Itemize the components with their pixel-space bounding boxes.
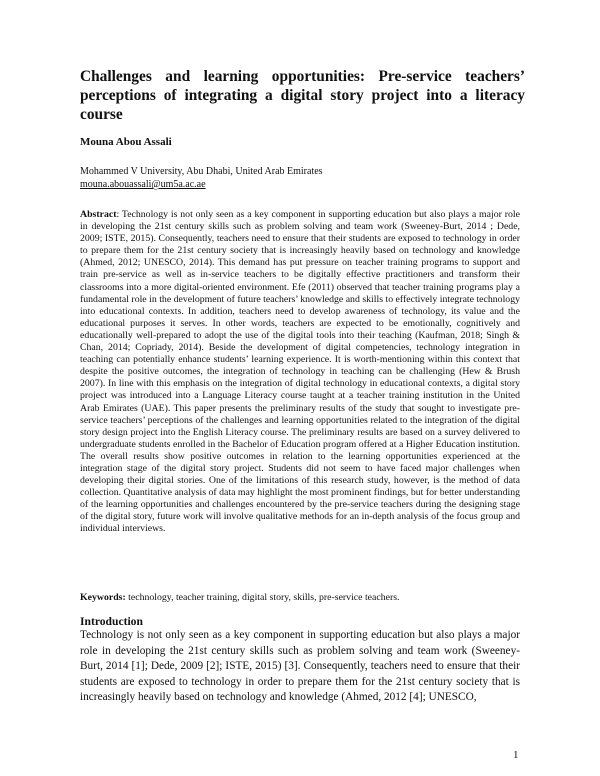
paper-title: Challenges and learning opportunities: Pre-service teachers’ perceptions of integrating a digital story project into a literacy course bbox=[80, 68, 525, 123]
page-number: 1 bbox=[513, 749, 519, 761]
introduction-text: Technology is not only seen as a key component in supporting education but also plays a major role in developing the 21st century skills such as problem solving and team work (Sweeney-Burt, 2014 [1]; Dede, 2009 [2]; ISTE, 2015) [3]. Consequently, teachers need to ensure that their students are exposed to technology in order to prepare them for the 21st century society that is increasingly heavily based on technology and knowledge (Ahmed, 2012 [4]; UNESCO, bbox=[80, 629, 520, 703]
keywords bbox=[80, 592, 520, 604]
author-affiliation-block bbox=[80, 165, 323, 191]
keywords-label: Keywords: bbox=[80, 592, 126, 603]
keywords-text: technology, teacher training, digital story, skills, pre-service teachers. bbox=[125, 592, 400, 603]
author-email-link[interactable]: mouna.abouassali@um5a.ac.ae bbox=[80, 179, 206, 190]
affiliation: Mohammed V University, Abu Dhabi, United Arab Emirates bbox=[80, 166, 323, 177]
abstract bbox=[80, 209, 520, 536]
abstract-label: Abstract bbox=[80, 209, 117, 220]
section-heading-introduction: Introduction bbox=[80, 615, 143, 628]
author-name: Mouna Abou Assali bbox=[80, 136, 172, 148]
abstract-text: : Technology is not only seen as a key component in supporting education but also plays a major role in developing the 21st century skills such as problem solving and team work (Sweeney-Burt, 2014 ; Dede, 2009; ISTE, 2015). Consequently, teachers need to ensure that their students are exposed to technology in order to prepare them for the 21st century society that is increasingly heavily based on technology and knowledge (Ahmed, 2012; UNESCO, 2014). This demand has put pressure on teacher training programs to support and train pre-service as well as in-service teachers to be digitally effective practitioners and transform their classrooms into a more digital-oriented environment. Efe (2011) observed that teacher training programs play a fundamental role in the development of future teachers’ knowledge and skills to effectively integrate technology into educational contexts. In addition, teachers need to develop awareness of technology, its value and the educational purposes it serves. In other words, teachers are expected to be emotionally, cognitively and educationally well-prepared to adopt the use of the digital tools into their teaching (Kaufman, 2018; Singh & Chan, 2014; Copriady, 2014). Beside the development of digital competencies, technology integration in teaching can potentially enhance students’ learning experience. It is worth-mentioning within this context that despite the positive outcomes, the integration of technology in teaching can be challenging (Hew & Brush 2007). In line with this emphasis on the integration of digital technology in educational contexts, a digital story project was introduced into a Language Literacy course taught at a teacher training institution in the United Arab Emirates (UAE). This paper presents the preliminary results of the study that sought to investigate pre-service teachers’ perceptions of the challenges and learning opportunities related to the integration of the digital story design project into the English Literacy course. The preliminary results are based on a survey delivered to undergraduate students enrolled in the Bachelor of Education program offered at a Higher Education institution. The overall results show positive outcomes in relation to the learning opportunities experienced at the integration stage of the digital story project. Students did not seem to have faced major challenges when developing their digital stories. One of the limitations of this research study, however, is the method of data collection. Quantitative analysis of data may highlight the most prominent findings, but for better understanding of the learning opportunities and challenges encountered by the pre-service teachers during the designing stage of the digital story, future work will involve qualitative methods for an in-depth analysis of the focus group and individual interviews. bbox=[80, 209, 520, 535]
